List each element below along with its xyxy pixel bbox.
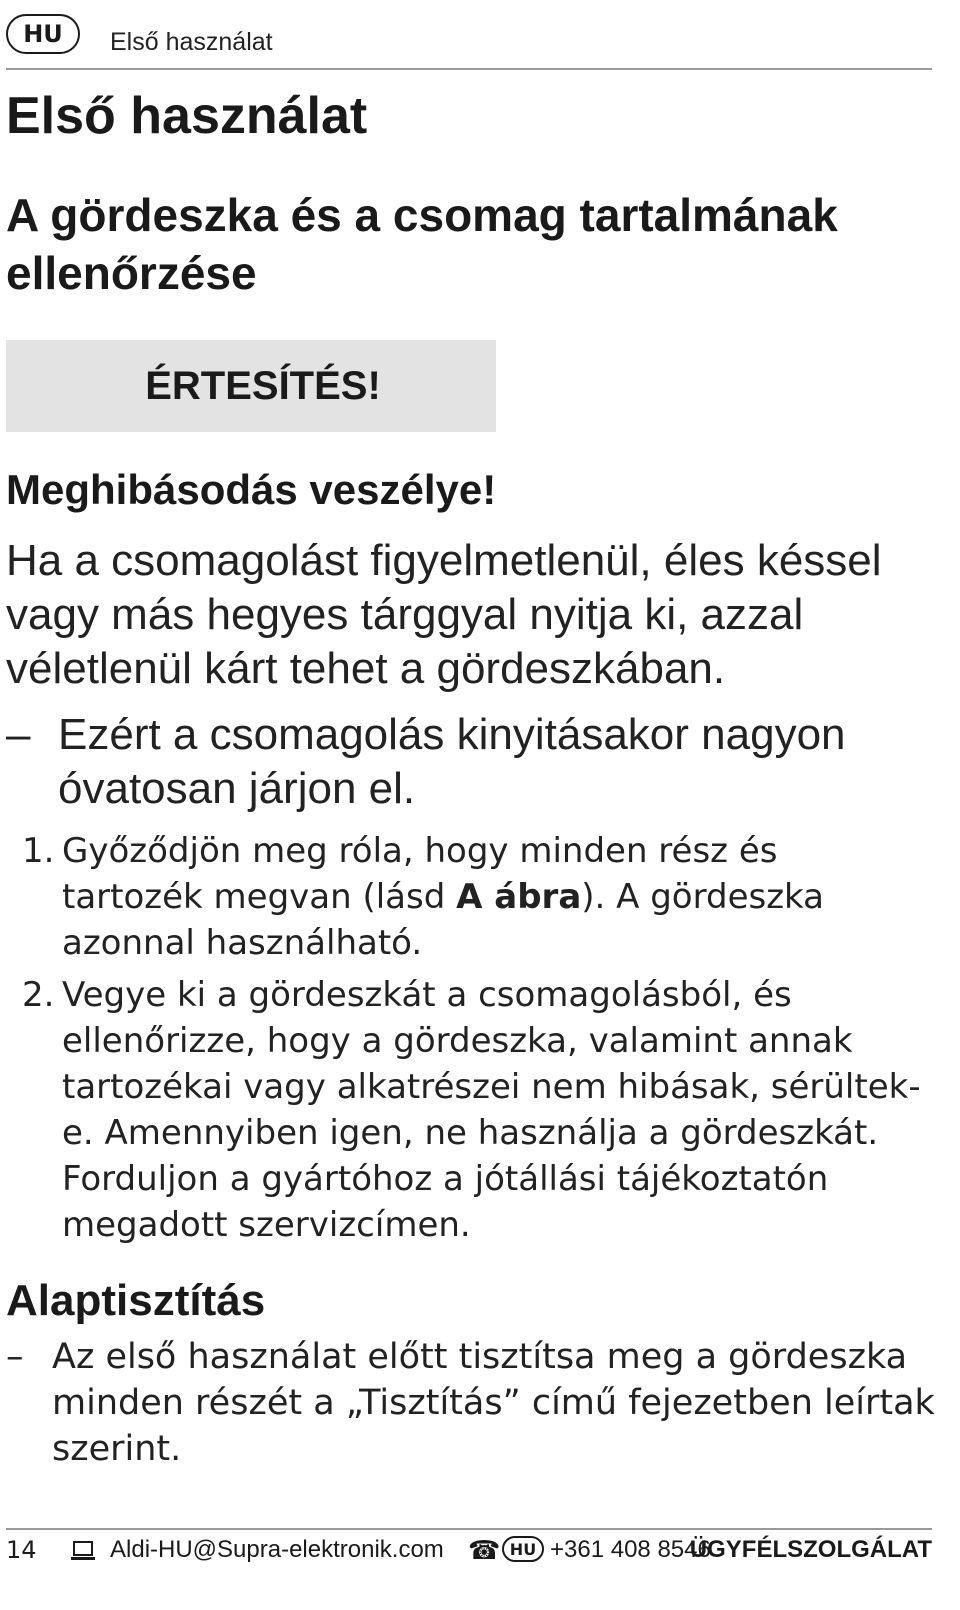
page-header: [6, 14, 932, 70]
notice-label: ÉRTESÍTÉS!: [145, 363, 381, 408]
support-email: Aldi-HU@Supra-elektronik.com: [110, 1536, 444, 1563]
step-text-post: ). A gördeszka azonnal használható.: [62, 877, 824, 963]
phone-country-badge: HU: [502, 1536, 544, 1562]
list-item: [22, 972, 922, 1248]
step-text-pre: Győződjön meg róla, hogy minden rész és tartozék megvan (lásd: [62, 831, 778, 917]
notice-box: [6, 340, 496, 432]
steps-list: [22, 828, 922, 1254]
laptop-icon: [70, 1540, 96, 1562]
warning-text: Ha a csomagolást figyelmetlenül, éles késsel vagy más hegyes tárggyal nyitja ki, azzal véletlenül kárt tehet a gördeszkában.: [6, 536, 882, 693]
step-text: [62, 828, 922, 966]
dash-bullet: –: [6, 1337, 24, 1377]
phone-icon: ☎: [468, 1536, 501, 1566]
cleaning-text: Az első használat előtt tisztítsa meg a gördeszka minden részét a „Tisztítás” című fejezetben leírtak szerint.: [52, 1337, 935, 1469]
page-footer: [6, 1528, 932, 1570]
step-text: Vegye ki a gördeszkát a csomagolásból, és ellenőrizze, hogy a gördeszka, valamint annak tartozékai vagy alkatrészei nem hibásak, sérültek-e. Amennyiben igen, ne használja a gördeszkát. Forduljon a gyártóhoz a jótállási tájékoztatón megadott szervizcímen.: [62, 975, 921, 1245]
page-title: Első használat: [6, 87, 368, 145]
cleaning-instruction: [6, 1334, 936, 1472]
customer-service-label: ÜGYFÉLSZOLGÁLAT: [689, 1536, 932, 1563]
header-section-title: Első használat: [110, 28, 273, 56]
page-number: 14: [6, 1536, 37, 1564]
warning-instruction: [6, 708, 936, 816]
language-badge: HU: [6, 14, 80, 54]
warning-instruction-text: Ezért a csomagolás kinyitásakor nagyon óvatosan járjon el.: [58, 710, 846, 813]
list-item: [22, 828, 922, 966]
step-number: 1.: [22, 831, 55, 871]
support-phone: +361 408 8546: [550, 1536, 711, 1563]
dash-bullet: –: [6, 710, 31, 759]
figure-reference: A ábra: [456, 877, 582, 917]
warning-heading: Meghibásodás veszélye!: [6, 466, 497, 513]
step-number: 2.: [22, 975, 55, 1015]
section-title: A gördeszka és a csomag tartalmának ellenőrzése: [6, 189, 838, 299]
cleaning-heading: Alaptisztítás: [6, 1276, 266, 1325]
